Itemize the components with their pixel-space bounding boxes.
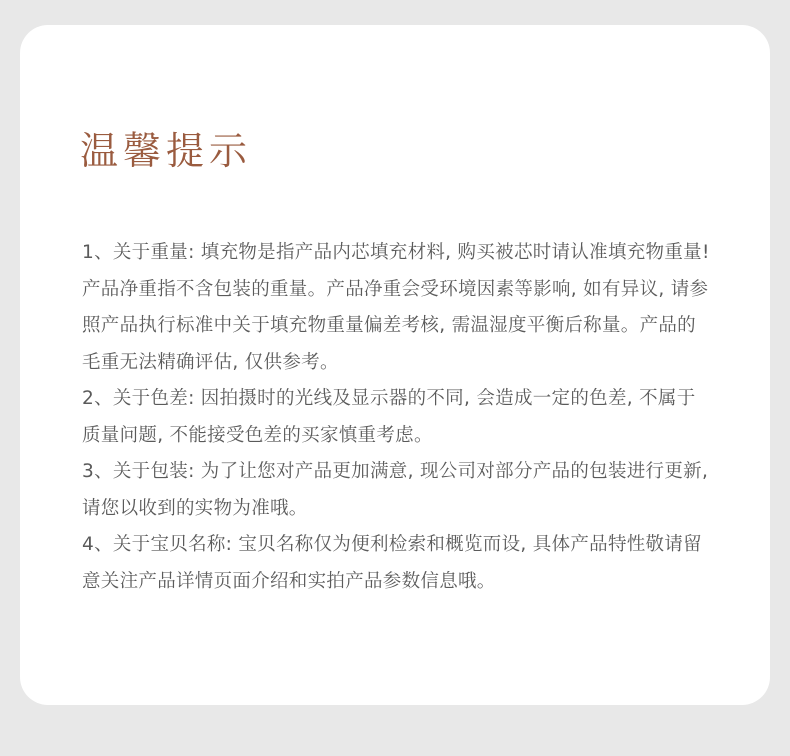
notice-title: 温馨提示 xyxy=(80,129,253,173)
notice-item-packaging: 3、关于包装: 为了让您对产品更加满意, 现公司对部分产品的包装进行更新, 请您以收到的实物为准哦。 xyxy=(82,461,709,519)
notice-card xyxy=(20,25,770,705)
notice-item-weight: 1、关于重量: 填充物是指产品内芯填充材料, 购买被芯时请认准填充物重量!产品净重指不含包装的重量。产品净重会受环境因素等影响, 如有异议, 请参照产品执行标准中关于填充物重量偏差考核, 需温湿度平衡后称量。产品的毛重无法精确评估, 仅供参考。 xyxy=(82,242,710,373)
notice-list xyxy=(82,235,714,600)
notice-item-color-difference: 2、关于色差: 因拍摄时的光线及显示器的不同, 会造成一定的色差, 不属于质量问题, 不能接受色差的买家慎重考虑。 xyxy=(82,388,696,446)
notice-item-product-name: 4、关于宝贝名称: 宝贝名称仅为便利检索和概览而设, 具体产品特性敬请留意关注产品详情页面介绍和实拍产品参数信息哦。 xyxy=(82,534,702,592)
